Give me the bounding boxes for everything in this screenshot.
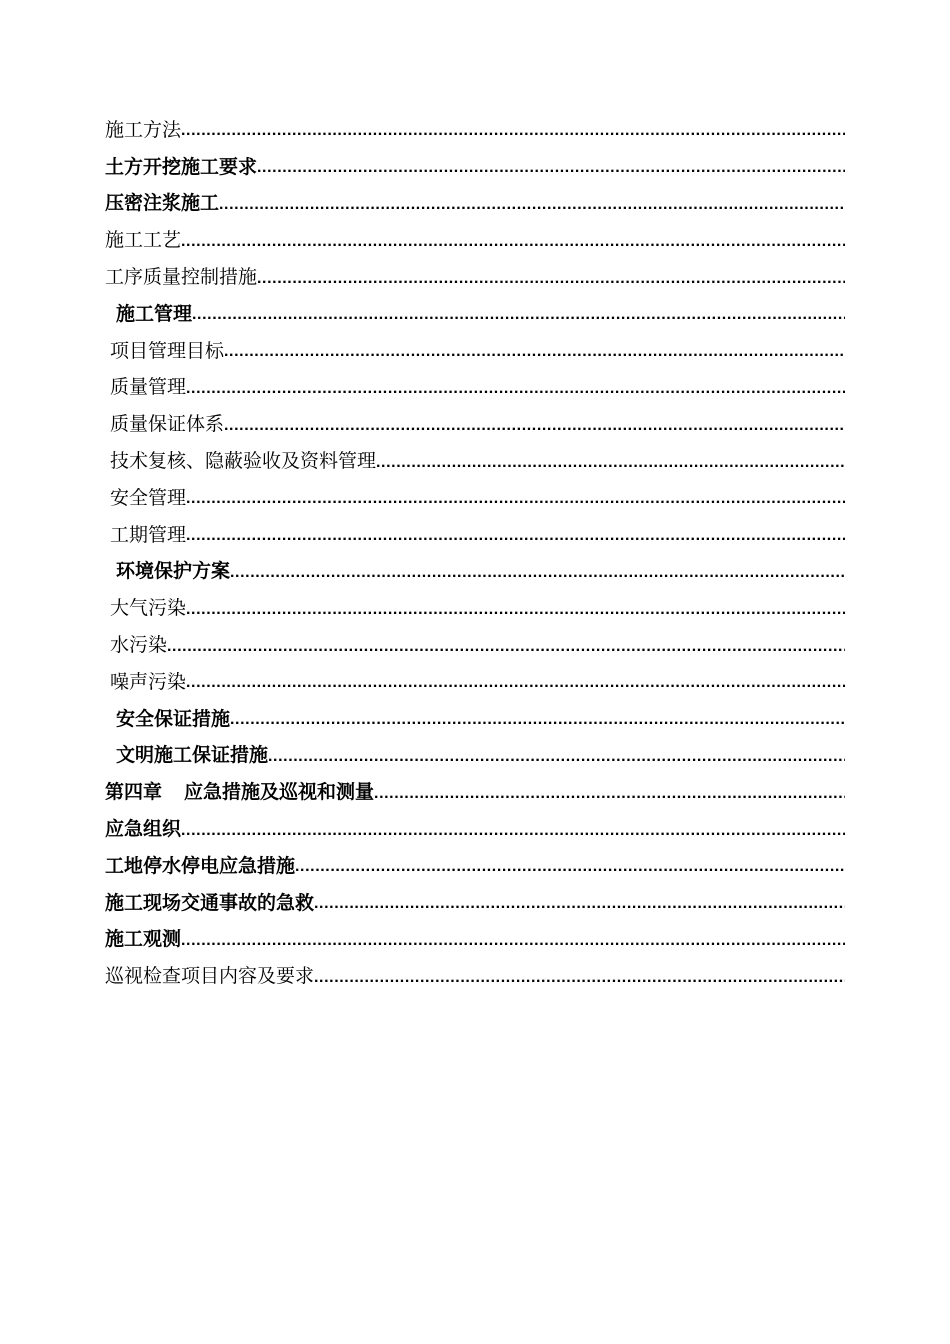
toc-entry[interactable] (105, 331, 845, 368)
dot-leader (186, 602, 845, 618)
dot-leader (295, 859, 845, 875)
toc-entry-label: 土方开挖施工要求 (105, 155, 258, 178)
chapter-number: 第四章 (105, 781, 163, 804)
toc-entry[interactable] (105, 625, 845, 662)
toc-entry[interactable] (105, 699, 845, 736)
toc-entry[interactable] (105, 184, 845, 221)
dot-leader (181, 823, 845, 839)
toc-entry[interactable] (105, 220, 845, 257)
toc-entry-label: 工序质量控制措施 (105, 266, 258, 289)
toc-entry[interactable] (105, 736, 845, 773)
toc-entry-label: 技术复核、隐蔽验收及资料管理 (110, 450, 377, 473)
toc-entry-label: 安全保证措施 (116, 707, 231, 730)
toc-entry-label: 工地停水停电应急措施 (105, 854, 296, 877)
dot-leader (374, 786, 845, 802)
toc-entry[interactable] (105, 110, 845, 147)
toc-entry[interactable] (105, 809, 845, 846)
toc-entry-label: 项目管理目标 (110, 339, 225, 362)
chapter-label (105, 777, 374, 804)
toc-entry[interactable] (105, 404, 845, 441)
dot-leader (224, 418, 845, 434)
dot-leader (181, 933, 845, 949)
toc-entry[interactable] (105, 552, 845, 589)
toc-entry[interactable] (105, 368, 845, 405)
toc-entry-label: 文明施工保证措施 (116, 744, 269, 767)
table-of-contents (105, 110, 845, 993)
dot-leader (181, 234, 845, 250)
dot-leader (224, 344, 845, 360)
toc-entry-label: 大气污染 (110, 597, 187, 620)
dot-leader (376, 455, 845, 471)
dot-leader (181, 123, 845, 139)
toc-entry[interactable] (105, 846, 845, 883)
toc-entry[interactable] (105, 294, 845, 331)
dot-leader (219, 197, 845, 213)
dot-leader (257, 160, 845, 176)
chapter-title: 应急措施及巡视和测量 (184, 781, 375, 804)
toc-entry[interactable] (105, 478, 845, 515)
toc-entry-label: 施工管理 (116, 302, 193, 325)
toc-entry-label: 噪声污染 (110, 670, 187, 693)
toc-entry[interactable] (105, 515, 845, 552)
toc-entry[interactable] (105, 920, 845, 957)
dot-leader (192, 307, 845, 323)
toc-entry-label: 应急组织 (105, 818, 182, 841)
toc-entry-label: 环境保护方案 (116, 560, 231, 583)
toc-entry[interactable] (105, 883, 845, 920)
toc-entry-label: 工期管理 (110, 523, 187, 546)
toc-entry-label: 施工观测 (105, 928, 182, 951)
toc-entry[interactable] (105, 588, 845, 625)
dot-leader (314, 970, 845, 986)
toc-entry-label: 施工方法 (105, 118, 182, 141)
dot-leader (268, 749, 845, 765)
dot-leader (314, 896, 845, 912)
toc-entry[interactable] (105, 956, 845, 993)
toc-entry-label: 质量保证体系 (110, 413, 225, 436)
toc-entry[interactable] (105, 257, 845, 294)
dot-leader (230, 565, 845, 581)
toc-entry[interactable] (105, 662, 845, 699)
toc-entry-label: 施工工艺 (105, 229, 182, 252)
toc-entry[interactable] (105, 441, 845, 478)
dot-leader (186, 675, 845, 691)
toc-entry-label: 质量管理 (110, 376, 187, 399)
dot-leader (257, 271, 845, 287)
toc-entry[interactable] (105, 772, 845, 809)
toc-entry-label: 巡视检查项目内容及要求 (105, 965, 315, 988)
toc-entry[interactable] (105, 147, 845, 184)
dot-leader (186, 381, 845, 397)
toc-entry-label: 压密注浆施工 (105, 192, 220, 215)
dot-leader (167, 639, 845, 655)
toc-entry-label: 施工现场交通事故的急救 (105, 891, 315, 914)
toc-entry-label: 水污染 (110, 634, 168, 657)
dot-leader (186, 491, 845, 507)
dot-leader (230, 712, 845, 728)
toc-entry-label: 安全管理 (110, 486, 187, 509)
dot-leader (186, 528, 845, 544)
